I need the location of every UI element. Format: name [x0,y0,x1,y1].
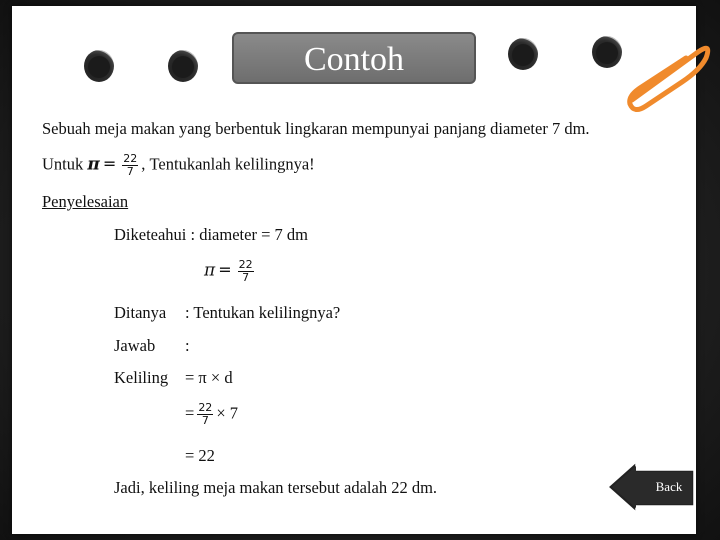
fraction-denominator: 7 [126,165,134,178]
problem-line-2-prefix: Untuk [42,154,84,174]
problem-line-1: Sebuah meja makan yang berbentuk lingkaran mempunyai panjang diameter 7 dm. [42,119,590,138]
known-line: Diketeahui : diameter = 7 dm [114,225,308,244]
conclusion-line: Jadi, keliling meja makan tersebut adalah 22 dm. [114,478,438,497]
equals-sign: = [102,154,117,174]
binder-hole-icon [84,50,114,82]
answer-colon: : [185,336,190,355]
binder-hole-icon [592,36,622,68]
binder-hole-icon [508,38,538,70]
calc-step-2 [185,402,238,427]
page-title: Contoh [232,32,476,84]
solution-heading: Penyelesaian [42,192,129,211]
asked-value: : Tentukan kelilingnya? [185,303,341,322]
fraction-numerator: 22 [238,258,253,271]
known-pi-line [204,259,257,284]
back-button-label: Back [655,479,683,494]
calc-step-3: = 22 [185,446,215,465]
pi-fraction [238,259,254,284]
step-2-tail: × 7 [216,403,238,423]
fraction-numerator: 22 [123,152,138,165]
circumference-formula: = π × d [185,368,233,387]
circumference-label: Keliling [114,368,169,387]
binder-hole-icon [168,50,198,82]
fraction-denominator: 7 [201,414,209,427]
asked-label: Ditanya [114,303,167,322]
answer-label: Jawab [114,336,156,355]
equals-sign: = [218,260,232,280]
equals-sign: = [185,403,195,423]
problem-line-2 [42,153,315,178]
step-fraction [197,402,213,427]
fraction-denominator: 7 [242,271,250,284]
problem-line-2-suffix: , Tentukanlah kelilingnya! [141,154,315,174]
pi-symbol: π [87,154,100,175]
back-button[interactable] [606,460,696,514]
paperclip-icon [620,36,720,116]
pi-symbol: π [204,260,216,281]
fraction-numerator: 22 [198,401,213,414]
pi-fraction [122,153,138,178]
